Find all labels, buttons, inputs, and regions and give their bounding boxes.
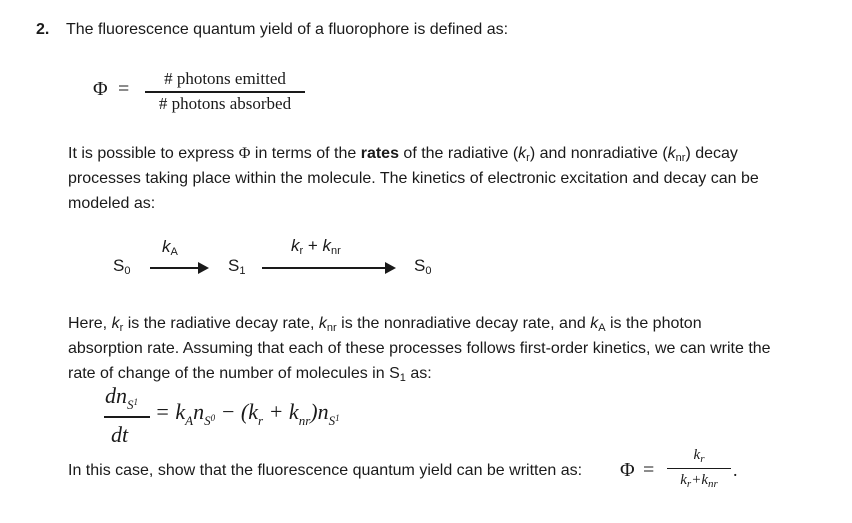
arrow1-label: $k_A$ bbox=[162, 237, 178, 258]
excitation-arrow bbox=[150, 267, 202, 269]
paragraph2-line1: Here, $k_r$ is the radiative decay rate, $k_{nr}$ is the nonradiative decay rate, and $k_A$ is the photon bbox=[68, 315, 702, 334]
arrow2-label: $k_r + k_{nr}$ bbox=[291, 236, 341, 257]
rate-eq-numerator: $dn_S1$ bbox=[105, 383, 138, 412]
question-title: The fluorescence quantum yield of a fluorophore is defined as: bbox=[66, 21, 509, 38]
decay-arrow bbox=[262, 267, 389, 269]
rate-eq-fraction-bar bbox=[104, 416, 150, 418]
phi-symbol: Φ bbox=[93, 78, 108, 100]
paragraph2-line3: rate of change of the number of molecules in $S_1$ as: bbox=[68, 365, 432, 384]
final-fraction-bar bbox=[667, 468, 731, 469]
fraction-bar bbox=[145, 91, 305, 93]
paragraph1-line1: It is possible to express Φ in terms of the rates of the radiative $(k_r)$ and nonradiative $(k_{nr})$ decay bbox=[68, 145, 738, 164]
decay-arrow-head bbox=[385, 262, 396, 274]
paragraph2-line2: absorption rate. Assuming that each of these processes follows first-order kinetics, we can write the bbox=[68, 340, 771, 357]
rate-eq-rhs: = $k_An_S0 - (k_r + k_{nr})n_S1$ bbox=[155, 399, 340, 428]
final-numerator: $k_r$ bbox=[693, 447, 705, 465]
definition-denominator: # photons absorbed bbox=[158, 94, 292, 113]
final-period: . bbox=[733, 460, 738, 480]
paragraph1-line2: processes taking place within the molecule. The kinetics of electronic excitation and decay can be bbox=[68, 170, 759, 187]
rate-eq-denominator: dt bbox=[111, 422, 129, 447]
phi-symbol-final: Φ bbox=[620, 459, 635, 481]
state-s1: $S_1$ bbox=[228, 256, 246, 277]
definition-numerator: # photons emitted bbox=[164, 69, 286, 88]
equals-sign-final: = bbox=[643, 459, 655, 481]
excitation-arrow-head bbox=[198, 262, 209, 274]
final-denominator: $k_r+k_{nr}$ bbox=[680, 472, 718, 490]
final-prompt: In this case, show that the fluorescence quantum yield can be written as: bbox=[68, 462, 583, 479]
equals-sign: = bbox=[118, 78, 130, 100]
state-s0-end: $S_0$ bbox=[414, 256, 432, 277]
paragraph1-line3: modeled as: bbox=[68, 195, 156, 212]
question-number: 2. bbox=[36, 21, 50, 38]
state-s0-start: $S_0$ bbox=[113, 256, 131, 277]
